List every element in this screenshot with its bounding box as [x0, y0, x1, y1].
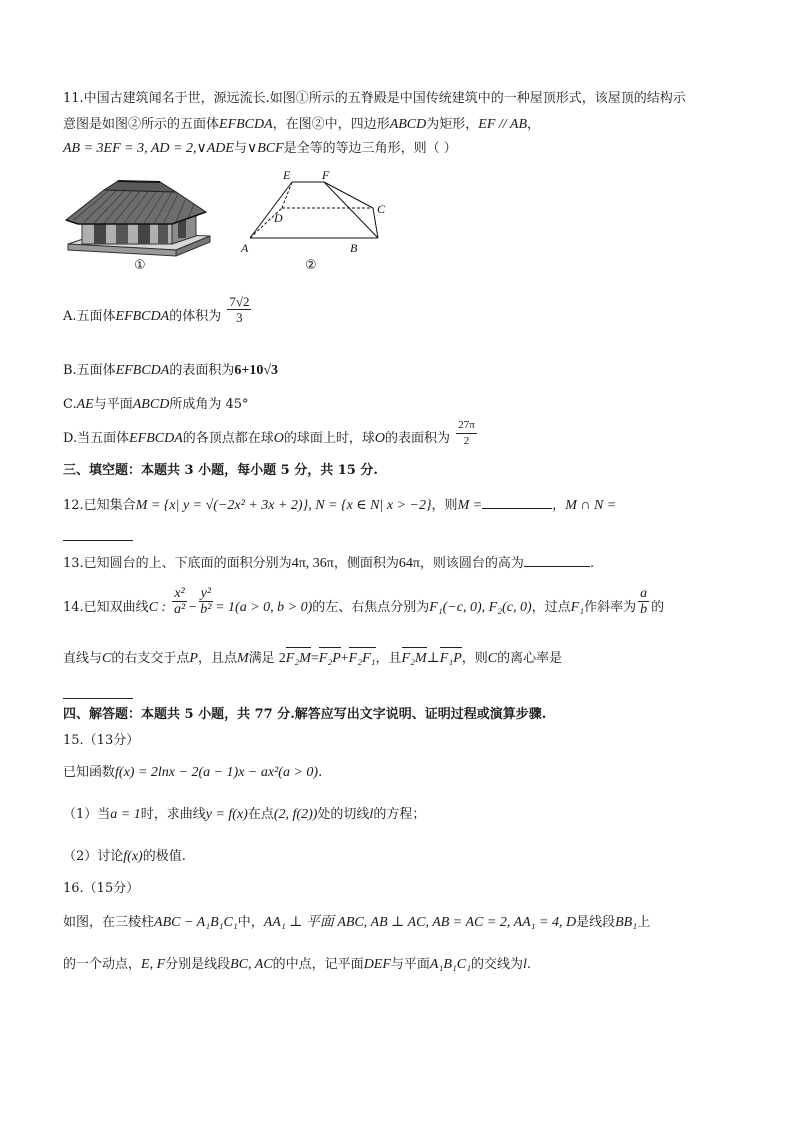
q16-heading: 16.（15分）: [63, 881, 140, 896]
q11-option-b: B.五面体EFBCDA的表面积为6+10√3: [63, 363, 279, 378]
fraction-x2-over-a2: $\frac{\text{x²}}{\text{a²}}$: [173, 586, 186, 617]
q14-line2: 直线与C的右支交于点P，且点M满足 2F₂M=F₂P+F₂F₁，且F₂M⊥F₁P，则C的离心率是: [63, 651, 563, 666]
q13-line: 13.已知圆台的上、下底面的面积分别为4π, 36π，侧面积为64π，则该圆台的高为 .: [63, 556, 595, 571]
point-F-label: F: [322, 168, 330, 182]
point-B-label: B: [350, 241, 358, 255]
q11-option-a: A.五面体EFBCDA的体积为 $\frac{7√2}{3}$: [63, 294, 250, 325]
q12-line1: 12.已知集合M = {x| y = √(−2x² + 3x + 2)}, N = {x ∈ N| x > −2}，则M = ，M ∩ N =: [63, 498, 617, 513]
q11-line1: 11.中国古建筑闻名于世，源远流长.如图①所示的五脊殿是中国传统建筑中的一种屋顶形式，该屋顶的结构示: [63, 91, 686, 106]
q11-line3: AB = 3EF = 3, AD = 2,∨ADE与∨BCF是全等的等边三角形，则（ ）: [63, 141, 457, 156]
figure-2-label: ②: [305, 258, 317, 273]
q15-part1: （1）当a = 1时，求曲线y = f(x)在点(2, f(2))处的切线l的方程；: [63, 807, 426, 822]
point-C-label: C: [377, 202, 386, 216]
section-4-heading: 四、解答题：本题共 5 小题，共 77 分.解答应写出文字说明、证明过程或演算步骤.: [63, 707, 547, 722]
q16-line2: 的一个动点，E, F分别是线段BC, AC的中点，记平面DEF与平面A₁B₁C₁的交线为l.: [63, 957, 532, 972]
q11-option-d: D.当五面体EFBCDA的各顶点都在球O的球面上时，球O的表面积为 $\frac{27\pi}{2}$: [63, 419, 475, 447]
q11-line2: 意图是如图②所示的五面体EFBCDA，在图②中，四边形ABCD为矩形，EF // AB，: [63, 117, 541, 132]
q12-line2: [63, 528, 133, 547]
figure-2-pentahedron-diagram: [236, 168, 396, 258]
figure-1-label: ①: [134, 258, 146, 273]
point-E-label: E: [283, 168, 291, 182]
section-3-heading: 三、填空题：本题共 3 小题，每小题 5 分，共 15 分.: [63, 463, 378, 478]
q15-part2: （2）讨论f(x)的极值.: [63, 849, 186, 864]
point-D-label: D: [274, 211, 283, 225]
q12-blank-1[interactable]: [482, 496, 552, 509]
fraction-a-over-b: $\frac{a}{b}$: [640, 586, 648, 617]
q15-stem: 已知函数f(x) = 2lnx − 2(a − 1)x − ax²(a > 0).: [63, 765, 323, 780]
q15-heading: 15.（13分）: [63, 733, 140, 748]
q13-blank[interactable]: [524, 554, 590, 567]
fraction-y2-over-b2: $\frac{\text{y²}}{\text{b²}}$: [200, 586, 212, 617]
fraction-27pi-over-2: $\frac{27\pi}{2}$: [458, 419, 475, 447]
q14-line1: 14.已知双曲线C : $\frac{\text{x²}}{\text{a²}}$ − $\frac{\text{y²}}{\text{b²}}$ = 1(a > 0, b > 0)的左、右焦点分别为F₁(−c, 0), F₂(c, 0)，过点F₁作斜率为 $\frac{a}{b}$ 的: [63, 586, 665, 617]
q14-line3: [63, 686, 133, 705]
q12-blank-2[interactable]: [63, 528, 133, 541]
figure-1-temple-illustration: [64, 178, 214, 260]
fraction-7sqrt2-over-3: $\frac{7√2}{3}$: [229, 294, 250, 325]
q11-option-c: C.AE与平面ABCD所成角为 45°: [63, 397, 249, 412]
point-A-label: A: [241, 241, 249, 255]
q14-blank[interactable]: [63, 686, 133, 699]
q16-line1: 如图，在三棱柱ABC − A₁B₁C₁中，AA₁ ⊥ 平面 ABC, AB ⊥ AC, AB = AC = 2, AA₁ = 4, D是线段BB₁上: [63, 915, 651, 930]
